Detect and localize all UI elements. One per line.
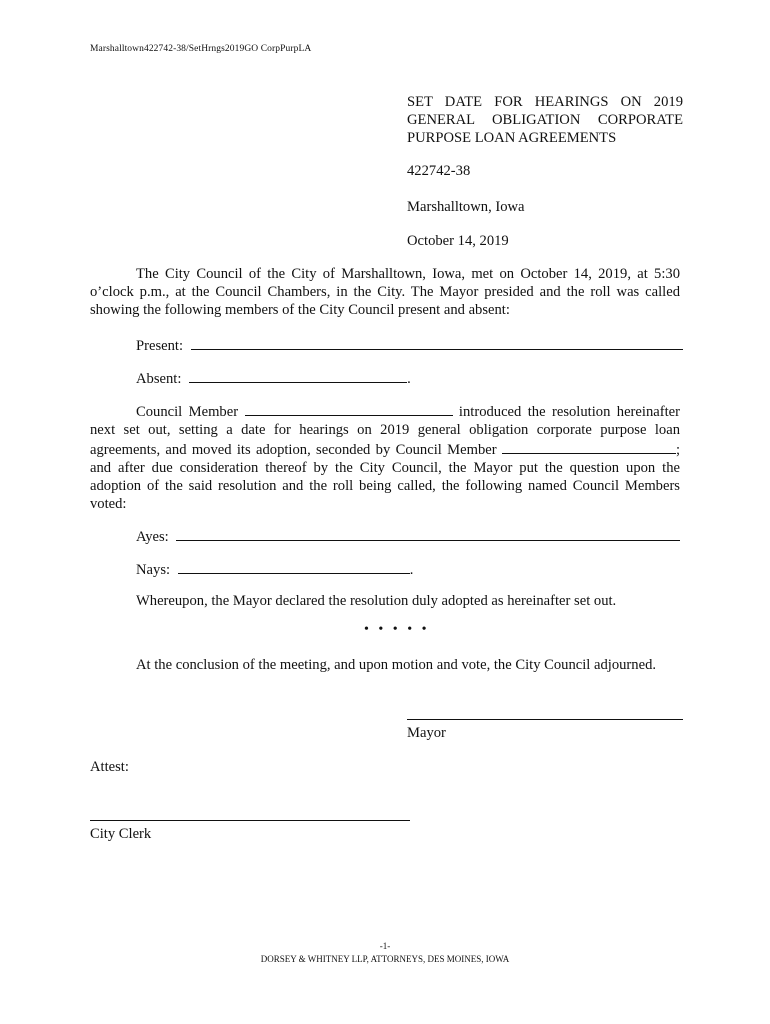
document-number: 422742-38: [407, 163, 471, 179]
document-date: October 14, 2019: [407, 233, 509, 249]
absent-label: Absent:: [136, 371, 182, 387]
whereupon-text: Whereupon, the Mayor declared the resolution duly adopted as hereinafter set out.: [136, 593, 617, 609]
title-line-1: SET DATE FOR HEARINGS ON 2019: [407, 94, 683, 110]
clerk-label: City Clerk: [90, 826, 152, 842]
mayor-label: Mayor: [407, 725, 446, 741]
title-line-3: PURPOSE LOAN AGREEMENTS: [407, 130, 617, 146]
nays-blank: [178, 559, 410, 574]
nays-end: .: [409, 562, 414, 578]
council-paragraph: [90, 401, 680, 513]
section-separator: • • • • •: [364, 622, 430, 637]
attest-label: Attest:: [90, 759, 129, 775]
present-label: Present:: [136, 338, 184, 354]
footer-firm: DORSEY & WHITNEY LLP, ATTORNEYS, DES MOINES, IOWA: [260, 954, 510, 964]
present-blank: [191, 335, 683, 350]
ayes-label: Ayes:: [136, 529, 169, 545]
document-place: Marshalltown, Iowa: [407, 199, 525, 215]
absent-row: [136, 368, 411, 388]
document-title: [407, 93, 683, 147]
absent-end: .: [407, 371, 411, 387]
absent-blank: [189, 368, 407, 383]
clerk-signature-line: [90, 820, 410, 821]
ayes-blank: [176, 526, 680, 541]
intro-paragraph: The City Council of the City of Marshalltown, Iowa, met on October 14, 2019, at 5:30 o’clock p.m., at the Council Chambers, in the City. The Mayor presided and the roll was called showing the following members of the City Council present and absent:: [90, 266, 680, 318]
mayor-signature-line: [407, 719, 683, 720]
present-row: [136, 335, 683, 355]
ayes-row: [136, 526, 680, 546]
nays-row: [136, 559, 413, 579]
nays-label: Nays:: [136, 562, 171, 578]
introducer-blank: [245, 401, 453, 416]
council-text-2: ; and after due consideration thereof by the City Council, the Mayor put the question upon the adoption of the said resolution and the roll being called, the following named Council Members voted:: [90, 442, 680, 512]
document-id: Marshalltown422742-38/SetHrngs2019GO CorpPurpLA: [90, 44, 312, 54]
council-member-label: Council Member: [136, 404, 239, 420]
council-text-1: introduced the resolution hereinafter next set out, setting a date for hearings on 2019 general obligation corporate purpose loan agreements, and moved its adoption, seconded by Council Member: [90, 404, 680, 458]
title-line-2: GENERAL OBLIGATION CORPORATE: [407, 112, 683, 128]
conclusion-text: At the conclusion of the meeting, and upon motion and vote, the City Council adjourned.: [136, 657, 657, 673]
page-number: -1-: [379, 941, 391, 951]
seconder-blank: [502, 439, 676, 454]
